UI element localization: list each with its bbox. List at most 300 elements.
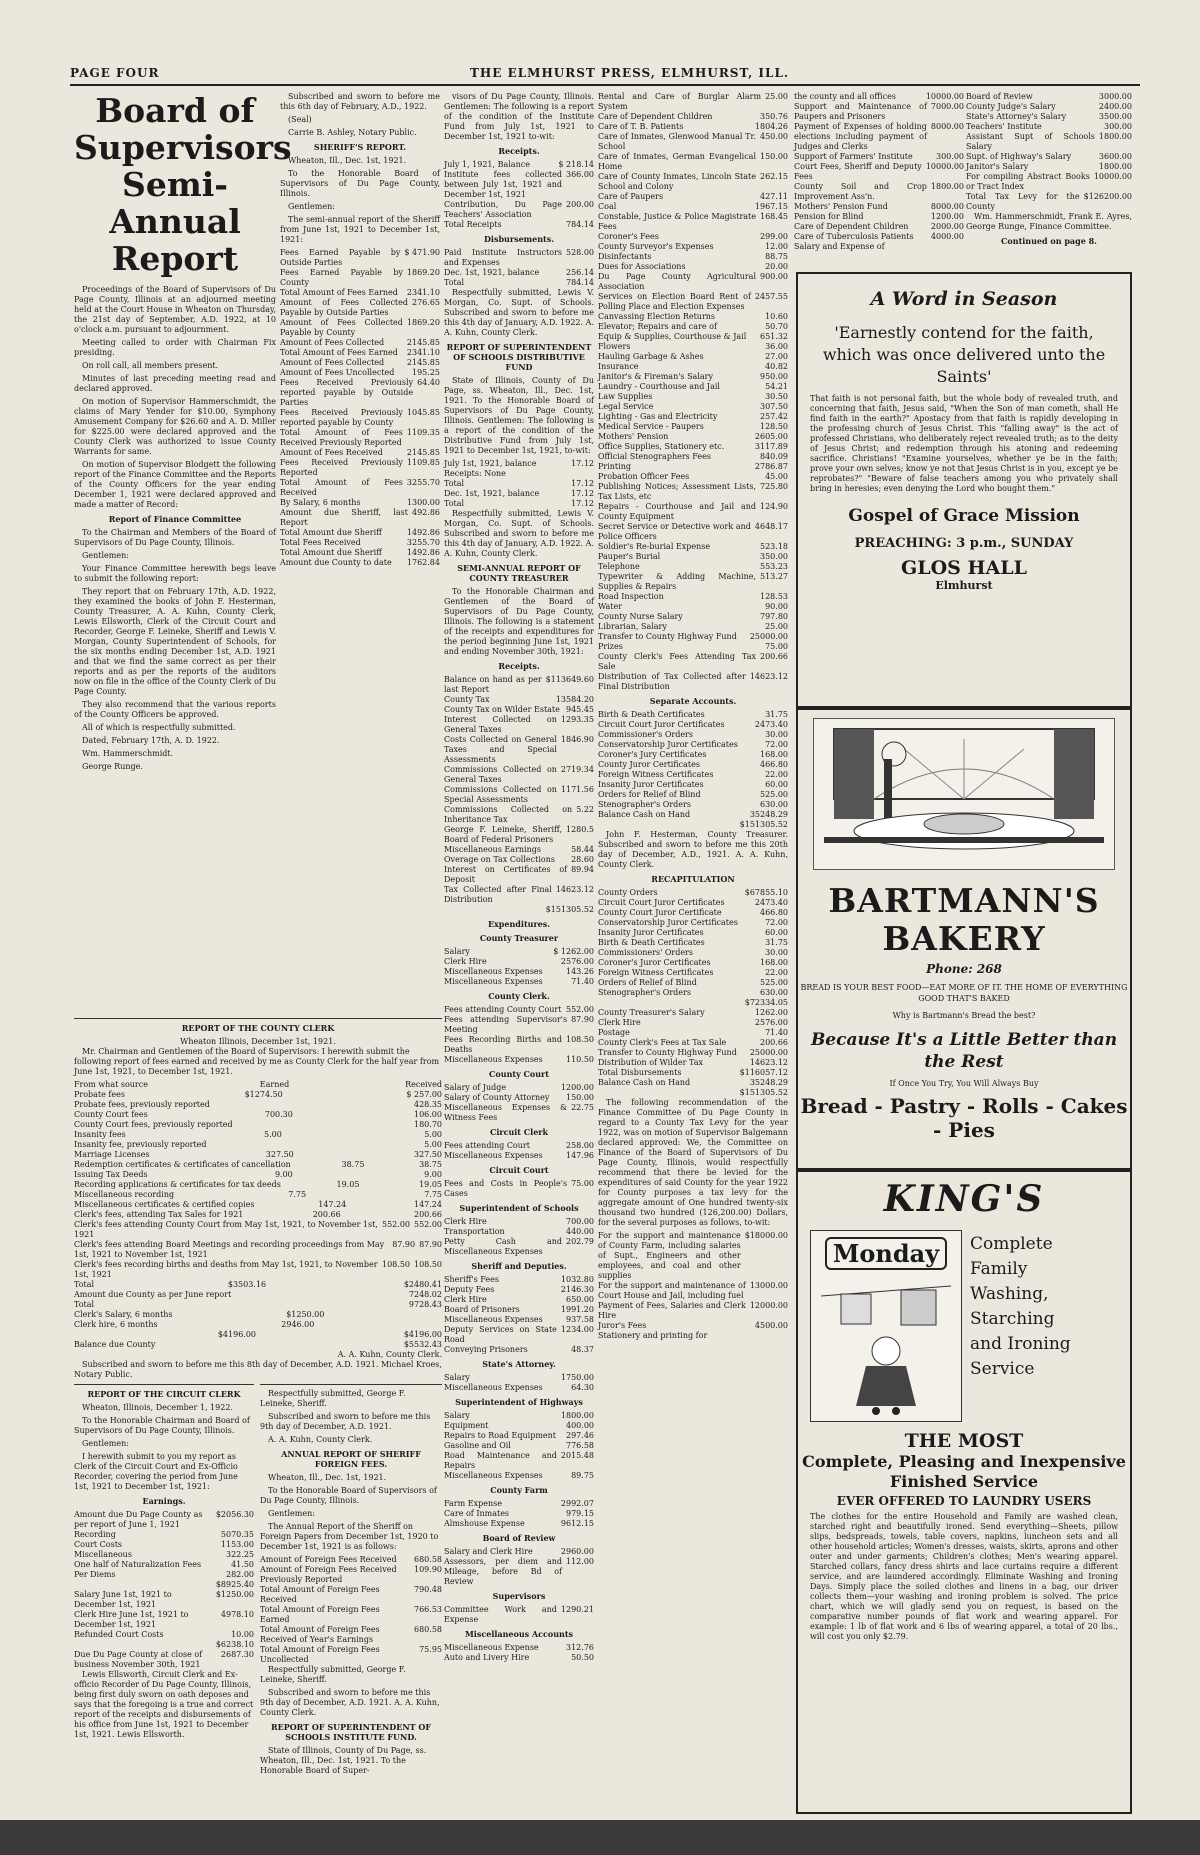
table-row: Total $3503.16 $2480.41 bbox=[74, 1280, 442, 1289]
bakery-phone: Phone: 268 bbox=[926, 962, 1002, 976]
table-row: Birth & Death Certificates 31.75 bbox=[598, 710, 788, 719]
table-row: Transfer to County Highway Fund 25000.00 bbox=[598, 1048, 788, 1057]
table-row: Assistant Supt of Schools Salary 1800.00 bbox=[966, 132, 1132, 151]
table-row: Repairs to Road Equipment 297.46 bbox=[444, 1431, 594, 1440]
section-title: County Farm bbox=[490, 1485, 548, 1495]
paragraph: They also recommend that the various reports of the County Officers be approved. bbox=[74, 700, 276, 719]
table-row: Probate fees, previously reported 428.35 bbox=[74, 1100, 442, 1109]
col2-paras2 bbox=[280, 156, 440, 245]
section-title: State's Attorney. bbox=[482, 1359, 556, 1369]
word-in-season-ad bbox=[796, 272, 1132, 708]
table-row: Total Amount of Fees Received Previously Reported 1109.35 bbox=[280, 428, 440, 447]
table-row: Distribution of Tax Collected after Final Distribution 14623.12 bbox=[598, 672, 788, 691]
column-2 bbox=[280, 92, 440, 1012]
table-row: Balance due County $5532.43 bbox=[74, 1340, 442, 1349]
table-row: County Orders $67855.10 bbox=[598, 888, 788, 897]
paragraph: The Annual Report of the Sheriff on Foreign Papers from December 1st, 1920 to December 1st, 1921 is as follows: bbox=[260, 1522, 439, 1551]
table-row: State's Attorney's Salary 3500.00 bbox=[966, 112, 1132, 121]
table-row: County Juror Certificates 466.80 bbox=[598, 760, 788, 769]
table-row: Supt. of Highway's Salary 3600.00 bbox=[966, 152, 1132, 161]
table-row: Clerk's fees, attending Tax Sales for 1921 200.66 200.66 bbox=[74, 1210, 442, 1219]
table-row: County Clerk's Fees Attending Tax Sale 200.66 bbox=[598, 652, 788, 671]
monday-label: Monday bbox=[825, 1237, 947, 1270]
table-row: Balance on hand as per last Report $113649.60 bbox=[444, 675, 594, 694]
table-row: Fees attending County Court 552.00 bbox=[444, 1005, 594, 1014]
kings-body: The clothes for the entire Household and Family are washed clean, starched right and beautifully ironed. Send everything—Sheets, pillow slips, bedspreads, towels, table covers, napkins, luncheon sets and all other household articles; Women's dresses, waists, skirts, aprons and other outer and under garments; Children's clothes; Men's wearing apparel. Starched collars, fancy dress shirts and lace curtains require a different service, and are laundered accordingly. Eliminate Washing and Ironing Days. Simply place the soiled clothes and linens in a bag, our driver collects them—your washing and ironing problem is solved. The price chart, which we will gladly send you on request, is based on the comparative number pounds of flat work and wearing apparel. For example: 1 lb of flat work and 6 lbs of wearing apparel, a total of 20 lbs., will cost you only $2.79. bbox=[810, 1512, 1118, 1641]
table-row: Total Amount of Foreign Fees Earned 766.53 bbox=[260, 1605, 442, 1624]
table-row: Janitor's & Fireman's Salary 950.00 bbox=[598, 372, 788, 381]
table-row: Total 784.14 bbox=[444, 278, 594, 287]
service-line: Complete bbox=[970, 1234, 1053, 1254]
table-row: Amount of Foreign Fees Received 680.58 bbox=[260, 1555, 442, 1564]
table-row: the county and all offices 10000.00 bbox=[794, 92, 964, 101]
table-row: Salary of Judge 1200.00 bbox=[444, 1083, 594, 1092]
table-row: Interest Collected on General Taxes 1293.35 bbox=[444, 715, 594, 734]
table-row: Insanity Juror Certificates 60.00 bbox=[598, 780, 788, 789]
table-row: Conservatorship Juror Certificates 72.00 bbox=[598, 740, 788, 749]
kings-most bbox=[798, 1430, 1130, 1646]
table-row: Sheriff's Fees 1032.80 bbox=[444, 1275, 594, 1284]
circuit-clerk-title: REPORT OF THE CIRCUIT CLERK bbox=[87, 1389, 241, 1399]
kings-laundry-ad bbox=[796, 1170, 1132, 1814]
paragraph: The semi-annual report of the Sheriff from June 1st, 1921 to December 1st, 1921: bbox=[280, 215, 440, 244]
table-row: Total Amount of Foreign Fees Uncollected 75.95 bbox=[260, 1645, 442, 1664]
table-row: Court Fees, Sheriff and Deputy Fees 10000.00 bbox=[794, 162, 964, 181]
paragraph: Meeting called to order with Chairman Fix presiding. bbox=[74, 338, 276, 357]
section-title: Circuit Court bbox=[489, 1165, 549, 1175]
section-title: REPORT OF SUPERINTENDENT OF SCHOOLS DISTRIBUTIVE FUND bbox=[446, 342, 592, 372]
circuit-table bbox=[74, 1510, 254, 1670]
paragraph: Respectfully submitted, Lewis V. Morgan, Co. Supt. of Schools. Subscribed and sworn to before me this 4th day of January, A.D. 1922. A. A. Kuhn, County Clerk. bbox=[444, 288, 594, 337]
table-row: Interest on Certificates of Deposit 89.94 bbox=[444, 865, 594, 884]
table-row: Water 90.00 bbox=[598, 602, 788, 611]
section-title: Expenditures. bbox=[487, 919, 551, 929]
paragraph: visors of Du Page County, Illinois. Gentlemen: The following is a report of the condition of the Institute Fund from July 1st, 1921 to December 1st, 1921 to-wit: bbox=[444, 92, 594, 141]
page-number: PAGE FOUR bbox=[70, 66, 160, 80]
table-row: Institute fees collected between July 1st, 1921 and December 1st, 1921 366.00 bbox=[444, 170, 594, 199]
paragraph: Wheaton, Ill., Dec. 1st, 1921. bbox=[288, 156, 407, 165]
table-row: Services on Election Board Rent of Polling Place and Election Expenses 2457.55 bbox=[598, 292, 788, 311]
table-row: Prizes 75.00 bbox=[598, 642, 788, 651]
table-row: One half of Naturalization Fees 41.50 bbox=[74, 1560, 254, 1569]
table-row: Total Disbursements $116057.12 bbox=[598, 1068, 788, 1077]
table-row: Total Amount of Fees Earned 2341.10 bbox=[280, 288, 440, 297]
circuit-close: Lewis Ellsworth, Circuit Clerk and Ex-officio Recorder of Du Page County, Illinois, being first duly sworn on oath deposes and says that the foregoing is a true and correct report of the receipts and disbursements of his office from June 1st, 1921 to December 1st, 1921. Lewis Ellsworth. bbox=[74, 1670, 254, 1739]
table-row: Fees and Costs in People's Cases 75.00 bbox=[444, 1179, 594, 1198]
table-row: County Clerk's Fees at Tax Sale 200.66 bbox=[598, 1038, 788, 1047]
table-row: Paid Institute Instructors and Expenses 528.00 bbox=[444, 248, 594, 267]
table-row: Librarian, Salary 25.00 bbox=[598, 622, 788, 631]
table-row: County Soil and Crop Improvement Ass'n. 1800.00 bbox=[794, 182, 964, 201]
table-row: Amount due Sheriff, last Report 492.86 bbox=[280, 508, 440, 527]
table-row: Deputy Fees 2146.30 bbox=[444, 1285, 594, 1294]
table-row: Farm Expense 2992.07 bbox=[444, 1499, 594, 1508]
paragraph: They report that on February 17th, A.D. 1922, they examined the books of John F. Hesterman, County Treasurer, A. A. Kuhn, County Clerk, Lewis Ellsworth, Clerk of the Circuit Court and Recorder, George F. Leineke, Sheriff and Lewis V. Morgan, County Superintendent of Schools, for the six months ending December 1st, A.D. 1921 and that we find the same correct as per their reports and as per the reports of the auditors now on file in the office of the County Clerk of Du Page County. bbox=[74, 587, 276, 696]
table-row: Amount of Foreign Fees Received Previously Reported 109.90 bbox=[260, 1565, 442, 1584]
table-row: Miscellaneous recording 7.75 7.75 bbox=[74, 1190, 442, 1199]
table-row: Court Costs 1153.00 bbox=[74, 1540, 254, 1549]
monday-illustration bbox=[810, 1230, 962, 1422]
table-row: Total Amount of Foreign Fees Received 790.48 bbox=[260, 1585, 442, 1604]
preaching-time: PREACHING: 3 p.m., SUNDAY bbox=[854, 536, 1074, 551]
table-row: Tax Collected after Final Distribution 14623.12 bbox=[444, 885, 594, 904]
table-row: Salary $ 1262.00 bbox=[444, 947, 594, 956]
paragraph: Wheaton, Ill., Dec. 1st, 1921. bbox=[268, 1473, 387, 1482]
table-row: Fees Recording Births and Deaths 108.50 bbox=[444, 1035, 594, 1054]
table-row: Lighting - Gas and Electricity 257.42 bbox=[598, 412, 788, 421]
table-row: Care of Dependent Children 350.76 bbox=[598, 112, 788, 121]
table-row: For the support and maintenance of County Farm, including salaries of Supt., Engineers and other employees, and coal and other supplies $18000.00 bbox=[598, 1231, 788, 1280]
table-row: Balance Cash on Hand 35248.29 bbox=[598, 810, 788, 819]
table-row: For compiling Abstract Books or Tract Index 10000.00 bbox=[966, 172, 1132, 191]
table-row: Costs Collected on General Taxes and Special Assessments 1846.90 bbox=[444, 735, 594, 764]
paragraph: To the Honorable Chairman and Board of Supervisors of Du Page County, Illinois. bbox=[74, 1416, 250, 1435]
foreign-sworn: Subscribed and sworn to before me this 9th day of December, A.D. 1921. A. A. Kuhn, County Clerk. bbox=[260, 1688, 440, 1717]
table-row: George F. Leineke, Sheriff, Board of Federal Prisoners 1280.5 bbox=[444, 825, 594, 844]
county-clerk-sig: A. A. Kuhn, County Clerk. bbox=[337, 1350, 442, 1359]
table-row: Contribution, Du Page Teachers' Association 200.00 bbox=[444, 200, 594, 219]
table-row: Insurance 40.82 bbox=[598, 362, 788, 371]
table-row: Probation Officer Fees 45.00 bbox=[598, 472, 788, 481]
table-row: Salary of County Attorney 150.00 bbox=[444, 1093, 594, 1102]
table-row: Pauper's Burial 350.00 bbox=[598, 552, 788, 561]
table-row: Circuit Court Juror Certificates 2473.40 bbox=[598, 898, 788, 907]
paragraph: Proceedings of the Board of Supervisors of Du Page County, Illinois at an adjourned meeting held at the Court House in Wheaton on Thursday, the 21st day of September, A.D. 1922, at 10 o'clock a.m. pursuant to adjournment. bbox=[74, 285, 276, 334]
paragraph: State of Illinois, County of Du Page, ss. Wheaton, Ill., Dec. 1st, 1921. To the Honorable Board of Supervisors of Du Page County, Illinois. Gentlemen: The following is a report of the condition of the Distributive Fund from July 1st, 1921 to December 1st, 1921, to-wit: bbox=[444, 376, 594, 455]
headline: Board of Supervisors Semi-Annual Report bbox=[74, 91, 292, 278]
table-row: Law Supplies 30.50 bbox=[598, 392, 788, 401]
table-row: Clerk's Salary, 6 months $1250.00 bbox=[74, 1310, 325, 1319]
table-row: Road Maintenance and Repairs 2015.48 bbox=[444, 1451, 594, 1470]
circuit-paras bbox=[74, 1403, 254, 1492]
table-row: Fees Received Previously reported payable by Outside Parties 64.40 bbox=[280, 378, 440, 407]
kings-most-label: THE MOST bbox=[904, 1430, 1024, 1452]
table-row: Salary and Expense of bbox=[794, 242, 885, 251]
table-row: Miscellaneous Expenses 64.30 bbox=[444, 1383, 594, 1392]
table-row: Salary June 1st, 1921 to December 1st, 1921 $1250.00 bbox=[74, 1590, 254, 1609]
circuit-clerk-report bbox=[74, 1380, 254, 1820]
table-row: Salary and Clerk Hire 2960.00 bbox=[444, 1547, 594, 1556]
table-row: Clerk Hire June 1st, 1921 to December 1st, 1921 4978.10 bbox=[74, 1610, 254, 1629]
table-row: Elevator; Repairs and care of 50.70 bbox=[598, 322, 788, 331]
scan-edge bbox=[0, 1820, 1200, 1855]
table-row: Commissioners' Orders 30.00 bbox=[598, 948, 788, 957]
table-row: Miscellaneous Expense 312.76 bbox=[444, 1643, 594, 1652]
table-row: Miscellaneous Expenses 143.26 bbox=[444, 967, 594, 976]
col1-paras2 bbox=[74, 528, 276, 772]
table-row: Commissions Collected on General Taxes 2719.34 bbox=[444, 765, 594, 784]
table-row: For the support and maintenance of Court House and Jail, including fuel 13000.00 bbox=[598, 1281, 788, 1300]
table-row: Clerk's fees attending Board Meetings and recording proceedings from May 1st, 1921 to November 1st, 1921 87.90 87.90 bbox=[74, 1240, 442, 1259]
section-title: Circuit Clerk bbox=[489, 1127, 549, 1137]
paragraph: To the Honorable Chairman and Gentlemen of the Board of Supervisors of Du Page County, Illinois. The following is a statement of the receipts and expenditures for the period beginning June 1st, 1921 and ending November 30th, 1921: bbox=[444, 587, 594, 656]
table-row: Mothers' Pension 2605.00 bbox=[598, 432, 788, 441]
table-row: Gasoline and Oil 776.58 bbox=[444, 1441, 594, 1450]
paragraph: George Runge. bbox=[82, 762, 143, 771]
table-row: $8925.40 bbox=[215, 1580, 254, 1589]
table-row: Salary 1800.00 bbox=[444, 1411, 594, 1420]
column-3 bbox=[444, 92, 594, 1817]
paragraph: Gentlemen: bbox=[268, 1509, 315, 1518]
table-row: Repairs - Courthouse and Jail and County Equipment 124.90 bbox=[598, 502, 788, 521]
table-row: Total Receipts 784.14 bbox=[444, 220, 594, 229]
table-row: Miscellaneous Expenses & Witness Fees 22.75 bbox=[444, 1103, 594, 1122]
table-row: Stenographer's Orders 630.00 bbox=[598, 800, 788, 809]
col1-paras bbox=[74, 285, 276, 510]
finance-report-title: Report of Finance Committee bbox=[108, 514, 242, 524]
paragraph: Subscribed and sworn to before me this 9th day of December, A.D. 1921. bbox=[260, 1412, 431, 1431]
table-row: Insanity fees 5.00 5.00 bbox=[74, 1130, 442, 1139]
paragraph: Minutes of last preceding meeting read and declared approved. bbox=[74, 374, 276, 393]
section-title: County Court bbox=[489, 1069, 549, 1079]
table-row: Birth & Death Certificates 31.75 bbox=[598, 938, 788, 947]
sheriff-report-title: SHERIFF'S REPORT. bbox=[313, 142, 407, 152]
service-line: Starching bbox=[970, 1309, 1055, 1329]
paragraph: Gentlemen: bbox=[288, 202, 335, 211]
table-row: Constable, Justice & Police Magistrate Fees 168.45 bbox=[598, 212, 788, 231]
kings-offered: EVER OFFERED TO LAUNDRY USERS bbox=[836, 1494, 1092, 1508]
section-title: County Clerk. bbox=[488, 991, 550, 1001]
table-row: Pension for Blind 1200.00 bbox=[794, 212, 964, 221]
table-row: Miscellaneous Earnings 58.44 bbox=[444, 845, 594, 854]
table-row: By Salary, 6 months 1300.00 bbox=[280, 498, 440, 507]
table-row: Total Amount of Fees Earned 2341.10 bbox=[280, 348, 440, 357]
section-title: SEMI-ANNUAL REPORT OF COUNTY TREASURER bbox=[457, 563, 581, 583]
table-row: County Judge's Salary 2400.00 bbox=[966, 102, 1132, 111]
table-row: Care of Tuberculosis Patients 4000.00 bbox=[794, 232, 964, 241]
table-row: Amount due County to date 1762.84 bbox=[280, 558, 440, 567]
table-row: Orders of Relief of Blind 525.00 bbox=[598, 978, 788, 987]
table-row: Postage 71.40 bbox=[598, 1028, 788, 1037]
table-row: Amount due Du Page County as per report of June 1, 1921 $2056.30 bbox=[74, 1510, 254, 1529]
table-row: Care of Paupers 427.11 bbox=[598, 192, 788, 201]
table-row: Clerk's fees recording births and deaths from May 1st, 1921, to November 1st, 1921 108.50 108.50 bbox=[74, 1260, 442, 1279]
paragraph: Dated, February 17th, A. D. 1922. bbox=[82, 736, 220, 745]
lowr-paras bbox=[260, 1389, 442, 1445]
table-row: Miscellaneous Expenses 147.96 bbox=[444, 1151, 594, 1160]
table-row: Stationery and printing for bbox=[598, 1331, 708, 1340]
table-row: Distribution of Wilder Tax 14623.12 bbox=[598, 1058, 788, 1067]
section-title: Supervisors bbox=[492, 1591, 546, 1601]
table-row: Dec. 1st, 1921, balance 256.14 bbox=[444, 268, 594, 277]
bakery-illustration bbox=[813, 718, 1115, 870]
table-row: Printing 2786.87 bbox=[598, 462, 788, 471]
table-row: Redemption certificates & certificates of cancellation 38.75 38.75 bbox=[74, 1160, 442, 1169]
table-row: Juror's Fees 4500.00 bbox=[598, 1321, 788, 1330]
table-row: Road Inspection 128.53 bbox=[598, 592, 788, 601]
table-row: Office Supplies, Stationery etc. 3117.89 bbox=[598, 442, 788, 451]
section-title: Receipts. bbox=[498, 661, 540, 671]
table-row: Laundry - Courthouse and Jail 54.21 bbox=[598, 382, 788, 391]
table-row: Care of Inmates 979.15 bbox=[444, 1509, 594, 1518]
table-row: Equip & Supplies, Courthouse & Jail 651.32 bbox=[598, 332, 788, 341]
bakery-name: BARTMANN'S BAKERY bbox=[828, 881, 1100, 958]
table-row: Committee Work and Expense 1290.21 bbox=[444, 1605, 594, 1624]
paragraph: On motion of Supervisor Hammerschmidt, the claims of Mary Yender for $10.00, Symphony Amusement Company for $26.60 and A. D. Miller for $225.00 were declared approved and the County Clerk was authorized to issue County Warrants for same. bbox=[74, 397, 276, 456]
table-row: Amount due County as per June report 7248.02 bbox=[74, 1290, 442, 1299]
table-row: Issuing Tax Deeds 9.00 9.00 bbox=[74, 1170, 442, 1179]
kings-name: KING'S bbox=[883, 1178, 1045, 1220]
table-row: Secret Service or Detective work and Police Officers 4648.17 bbox=[598, 522, 788, 541]
table-row: $6238.10 bbox=[215, 1640, 254, 1649]
paragraph: Respectfully submitted, Lewis V. Morgan, Co. Supt. of Schools. Subscribed and sworn to before me this 4th day of January, A.D. 1922. A. A. Kuhn, County Clerk. bbox=[444, 509, 594, 558]
table-row: Amount of Fees Collected Payable by Outside Parties 276.65 bbox=[280, 298, 440, 317]
foreign-fees-title: ANNUAL REPORT OF SHERIFF FOREIGN FEES. bbox=[281, 1449, 421, 1469]
table-row: Commissioner's Orders 30.00 bbox=[598, 730, 788, 739]
paragraph: Gentlemen: bbox=[82, 1439, 129, 1448]
table-row: Insanity fee, previously reported 5.00 bbox=[74, 1140, 442, 1149]
table-row: Clerk's fees attending County Court from May 1st, 1921, to November 1st, 1921 552.00 552.00 bbox=[74, 1220, 442, 1239]
table-row: County Surveyor's Expenses 12.00 bbox=[598, 242, 788, 251]
table-row: Care of County Inmates, Lincoln State School and Colony 262.15 bbox=[598, 172, 788, 191]
table-row: $4196.00 $4196.00 bbox=[217, 1330, 442, 1339]
bartmanns-bakery-ad bbox=[796, 708, 1132, 1170]
table-row: County Court fees 700.30 106.00 bbox=[74, 1110, 442, 1119]
table-row: Total Amount due Sheriff 1492.86 bbox=[280, 528, 440, 537]
table-row: $151305.52 bbox=[739, 820, 788, 829]
table-row: County Tax 13584.20 bbox=[444, 695, 594, 704]
table-row: Flowers 36.00 bbox=[598, 342, 788, 351]
table-row: Soldier's Re-burial Expense 523.18 bbox=[598, 542, 788, 551]
column-5 bbox=[794, 92, 964, 262]
paragraph: Subscribed and sworn to before me this 6th day of February, A.D., 1922. bbox=[280, 92, 440, 111]
paragraph: All of which is respectfully submitted. bbox=[82, 723, 236, 732]
paragraph: Respectfully submitted, George F. Leineke, Sheriff. bbox=[260, 1389, 406, 1408]
table-row: Conservatorship Juror Certificates 72.00 bbox=[598, 918, 788, 927]
paragraph: Wheaton, Illinois, December 1, 1922. bbox=[82, 1403, 233, 1412]
table-row: Miscellaneous certificates & certified copies 147.24 147.24 bbox=[74, 1200, 442, 1209]
paragraph: Wm. Hammerschmidt, Frank E. Ayres, George Runge, Finance Committee. bbox=[966, 212, 1132, 231]
table-row: Almshouse Expense 9612.15 bbox=[444, 1519, 594, 1528]
paragraph: A. A. Kuhn, County Clerk. bbox=[268, 1435, 373, 1444]
table-row: Commissions Collected on Special Assessments 1171.56 bbox=[444, 785, 594, 804]
section-title: Separate Accounts. bbox=[649, 696, 737, 706]
hall-town: Elmhurst bbox=[935, 579, 993, 592]
table-row: Total Amount of Foreign Fees Received of Year's Earnings 680.58 bbox=[260, 1625, 442, 1644]
paragraph: To the Chairman and Members of the Board of Supervisors of Du Page County, Illinois. bbox=[74, 528, 276, 547]
table-row: Total Fees Received 3255.70 bbox=[280, 538, 440, 547]
table-row: Marriage Licenses 327.50 327.50 bbox=[74, 1150, 442, 1159]
table-row: Balance Cash on Hand 35248.29 bbox=[598, 1078, 788, 1087]
section-title: Sheriff and Deputies. bbox=[471, 1261, 567, 1271]
table-row: County Treasurer's Salary 1262.00 bbox=[598, 1008, 788, 1017]
section-title: Disbursements. bbox=[483, 234, 555, 244]
table-row: Miscellaneous Expenses 937.58 bbox=[444, 1315, 594, 1324]
table-row: Due Du Page County at close of business November 30th, 1921 2687.30 bbox=[74, 1650, 254, 1669]
section-title: RECAPITULATION bbox=[651, 874, 735, 884]
table-row: Stenographer's Orders 630.00 bbox=[598, 988, 788, 997]
table-row: July 1st, 1921, balance 17.12 bbox=[444, 459, 594, 468]
table-row: Fees Received Previously reported payable by County 1045.85 bbox=[280, 408, 440, 427]
table-row: Clerk hire, 6 months 2946.00 bbox=[74, 1320, 315, 1329]
table-row: Clerk Hire 650.00 bbox=[444, 1295, 594, 1304]
table-row: July 1, 1921, Balance $ 218.14 bbox=[444, 160, 594, 169]
col2-paras bbox=[280, 92, 440, 138]
table-row: Overage on Tax Collections 28.60 bbox=[444, 855, 594, 864]
paragraph: Your Finance Committee herewith begs leave to submit the following report: bbox=[74, 564, 276, 583]
table-row: Janitor's Salary 1800.00 bbox=[966, 162, 1132, 171]
table-row: Care of T. B. Patients 1804.26 bbox=[598, 122, 788, 131]
table-row: Dues for Associations 20.00 bbox=[598, 262, 788, 271]
table-row: $151305.52 bbox=[545, 905, 594, 914]
foreign-fees-table bbox=[260, 1555, 442, 1665]
paragraph: (Seal) bbox=[288, 115, 312, 124]
table-row: Coroner's Fees 299.00 bbox=[598, 232, 788, 241]
table-row: Refunded Court Costs 10.00 bbox=[74, 1630, 254, 1639]
table-row: County Court Juror Certificate 466.80 bbox=[598, 908, 788, 917]
table-row: County Tax on Wilder Estate 945.45 bbox=[444, 705, 594, 714]
bakery-slogan: BREAD IS YOUR BEST FOOD—EAT MORE OF IT. THE HOME OF EVERYTHING GOOD THAT'S BAKED bbox=[800, 983, 1128, 1003]
table-row: Total 17.12 bbox=[444, 499, 594, 508]
table-row: From what source Earned Received bbox=[74, 1080, 442, 1089]
table-row: Official Stenographers Fees 840.09 bbox=[598, 452, 788, 461]
table-row: Miscellaneous Expenses 110.50 bbox=[444, 1055, 594, 1064]
table-row: Canvassing Election Returns 10.60 bbox=[598, 312, 788, 321]
section-title: Miscellaneous Accounts bbox=[464, 1629, 574, 1639]
table-row: Total Amount due Sheriff 1492.86 bbox=[280, 548, 440, 557]
section-title: Superintendent of Schools bbox=[459, 1203, 579, 1213]
table-row: Teachers' Institute 300.00 bbox=[966, 122, 1132, 131]
paragraph: On roll call, all members present. bbox=[82, 361, 219, 370]
table-row: Coroner's Juror Certificates 168.00 bbox=[598, 958, 788, 967]
table-row: Dec. 1st, 1921, balance 17.12 bbox=[444, 489, 594, 498]
table-row: Care of Dependent Children 2000.00 bbox=[794, 222, 964, 231]
table-row: Amount of Fees Uncollected 195.25 bbox=[280, 368, 440, 377]
paragraph: To the Honorable Board of Supervisors of Du Page County, Illinois. bbox=[280, 169, 440, 198]
table-row: Receipts: None bbox=[444, 469, 506, 478]
county-clerk-dateline: Wheaton Illinois, December 1st, 1921. bbox=[180, 1037, 336, 1046]
institute-fund-title: REPORT OF SUPERINTENDENT OF SCHOOLS INSTITUTE FUND. bbox=[270, 1722, 432, 1742]
table-row: Amount of Fees Received 2145.85 bbox=[280, 448, 440, 457]
table-row: Coroner's Jury Certificates 168.00 bbox=[598, 750, 788, 759]
table-row: Total Amount of Fees Received 3255.70 bbox=[280, 478, 440, 497]
foreign-sig: Respectfully submitted, George F. Leineke, Sheriff. bbox=[260, 1665, 406, 1684]
table-row: County Nurse Salary 797.80 bbox=[598, 612, 788, 621]
table-row: Payment of Fees, Salaries and Clerk Hire 12000.00 bbox=[598, 1301, 788, 1320]
paragraph: Carrie B. Ashley, Notary Public. bbox=[288, 128, 417, 137]
table-row: Support and Maintenance of Paupers and Prisoners 7000.00 bbox=[794, 102, 964, 121]
column-6 bbox=[966, 92, 1132, 262]
table-row: Assessors, per diem and Mileage, before Bd of Review 112.00 bbox=[444, 1557, 594, 1586]
bakery-try: If Once You Try, You Will Always Buy bbox=[889, 1079, 1039, 1088]
table-row: Miscellaneous 322.25 bbox=[74, 1550, 254, 1559]
table-row: Fees Received Previously Reported 1109.85 bbox=[280, 458, 440, 477]
word-quote: 'Earnestly contend for the faith, which was once delivered unto the Saints' bbox=[822, 323, 1106, 386]
paragraph: The following recommendation of the Finance Committee of Du Page County in regard to a County Tax Levy for the year 1922, was on motion of Supervisor Balgemann declared approved: We, the Committee on Finance of the Board of Supervisors of Du Page County, Illinois, would respectfully recommend that there be levied for the expenditures of said County for the year 1922 for County purposes a tax levy for the aggregate amount of One hundred twenty-six thousand two hundred (126,200.00) Dollars, for the several purposes as follows, to-wit: bbox=[598, 1098, 788, 1227]
table-row: Fees Earned Payable by Outside Parties $ 471.90 bbox=[280, 248, 440, 267]
section-title: Continued on page 8. bbox=[1001, 236, 1097, 246]
table-row: Care of Inmates, German Evangelical Home 150.00 bbox=[598, 152, 788, 171]
table-row: Medical Service - Paupers 128.50 bbox=[598, 422, 788, 431]
service-line: Service bbox=[970, 1359, 1035, 1379]
table-row: Miscellaneous Expenses 71.40 bbox=[444, 977, 594, 986]
table-row: Rental and Care of Burglar Alarm System 25.00 bbox=[598, 92, 788, 111]
table-row: Board of Prisoners 1991.20 bbox=[444, 1305, 594, 1314]
table-row: $72334.05 bbox=[744, 998, 788, 1007]
table-row: Telephone 553.23 bbox=[598, 562, 788, 571]
table-row: Total 17.12 bbox=[444, 479, 594, 488]
table-row: Fees Earned Payable by County 1869.20 bbox=[280, 268, 440, 287]
sheriff-foreign-fees bbox=[260, 1380, 442, 1820]
service-line: Washing, bbox=[970, 1284, 1049, 1304]
word-body: That faith is not personal faith, but the whole body of revealed truth, and concerning that faith, Jesus said, "When the Son of man cometh, shall He find faith in the earth?" Apostacy from that faith is rapidly developing in the professing church of Jesus Christ. This "falling away" is the act of professed Christians, who deliberately reject revealed truth; as to the deity of Jesus Christ; and redemption through his atoning and redeeming sacrifice. Christians! "Examine yourselves, whether ye be in the faith; prove your own selves; know ye not that Jesus Christ is in you, except ye be reprobates?" "Beware of false teachers among you who privately shall bring in heresies; even denying the Lord who bought them." bbox=[810, 394, 1118, 493]
table-row: Disinfectants 88.75 bbox=[598, 252, 788, 261]
sheriff-table bbox=[280, 248, 440, 568]
table-row: County Court fees, previously reported 180.70 bbox=[74, 1120, 442, 1129]
table-row: $151305.52 bbox=[739, 1088, 788, 1097]
county-clerk-table bbox=[74, 1080, 442, 1350]
paper-title: THE ELMHURST PRESS, ELMHURST, ILL. bbox=[470, 66, 790, 80]
